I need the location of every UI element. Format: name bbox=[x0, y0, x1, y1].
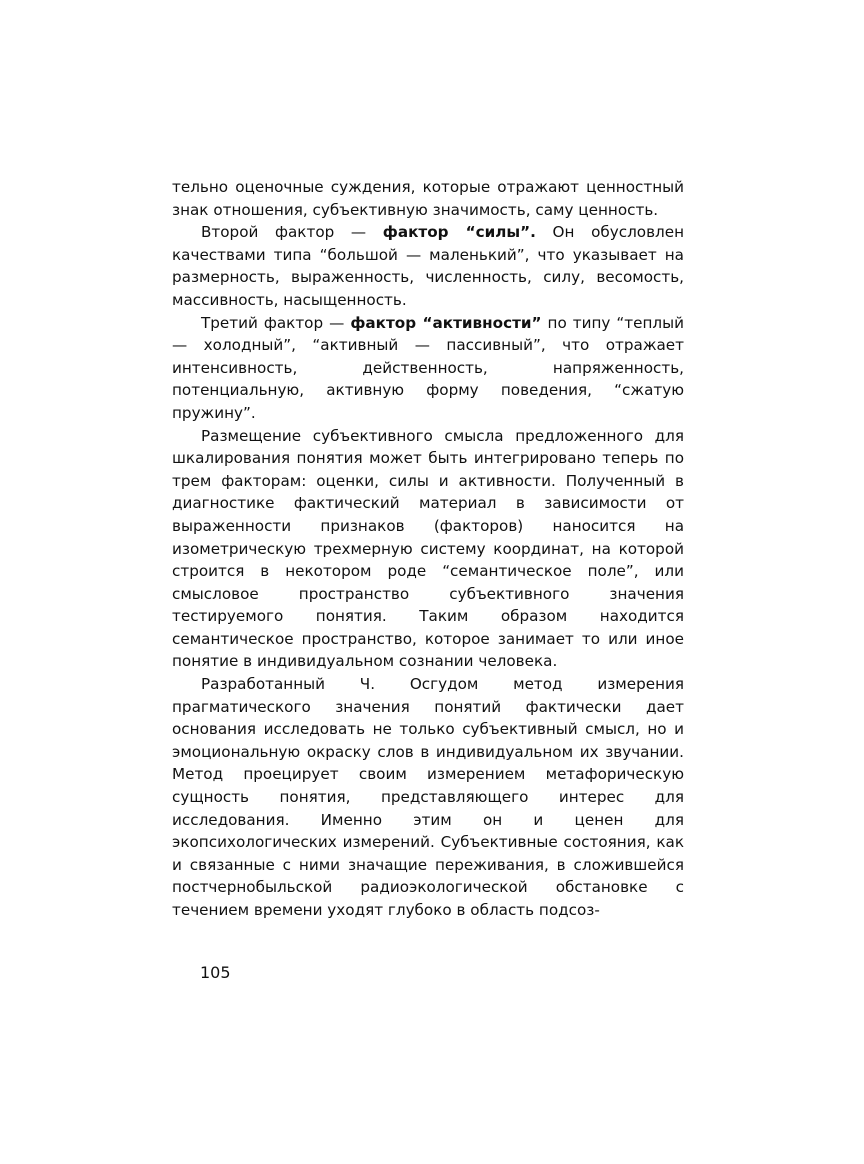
paragraph-4: Размещение субъективного смысла предложенного для шкалирования понятия может быть интегрировано теперь по трем факторам: оценки, силы и активности. Полученный в диагностике фактический материал в зависимости от выраженности признаков (факторов) наносится на изометрическую трехмерную систему координат, на которой строится в некотором роде “семантическое поле”, или смысловое пространство субъективного значения тестируемого понятия. Таким образом находится семантическое пространство, которое занимает то или иное понятие в индивидуальном сознании человека. bbox=[172, 426, 684, 671]
page-number: 105 bbox=[200, 963, 231, 982]
paragraph-3-lead: Третий фактор — bbox=[201, 313, 351, 332]
paragraph-2-term: фактор “силы”. bbox=[382, 223, 536, 242]
page-body bbox=[172, 176, 684, 922]
paragraph-3 bbox=[172, 312, 684, 425]
paragraph-2 bbox=[172, 221, 684, 311]
paragraph-3-term: фактор “активности” bbox=[350, 313, 542, 332]
paragraph-3-rest: по типу “теплый — холодный”, “активный — пассивный”, что отражает интенсивность, действенность, напряженность, потенциальную, активную форму поведения, “сжатую пружину”. bbox=[172, 313, 684, 422]
paragraph-2-lead: Второй фактор — bbox=[201, 223, 383, 242]
paragraph-5: Разработанный Ч. Осгудом метод измерения прагматического значения понятий фактически дает основания исследовать не только субъективный смысл, но и эмоциональную окраску слов в индивидуальном их звучании. Метод проецирует своим измерением метафорическую сущность понятия, представляющего интерес для исследования. Именно этим он и ценен для экопсихологических измерений. Субъективные состояния, как и связанные с ними значащие переживания, в сложившейся постчернобыльской радиоэкологической обстановке с течением времени уходят глубоко в область подсоз- bbox=[172, 675, 684, 919]
paragraph-1: тельно оценочные суждения, которые отражают ценностный знак отношения, субъективную значимость, саму ценность. bbox=[172, 178, 684, 219]
paragraph-2-rest: Он обусловлен качествами типа “большой — маленький”, что указывает на размерность, выраженность, численность, силу, весомость, массивность, насыщенность. bbox=[172, 223, 685, 309]
